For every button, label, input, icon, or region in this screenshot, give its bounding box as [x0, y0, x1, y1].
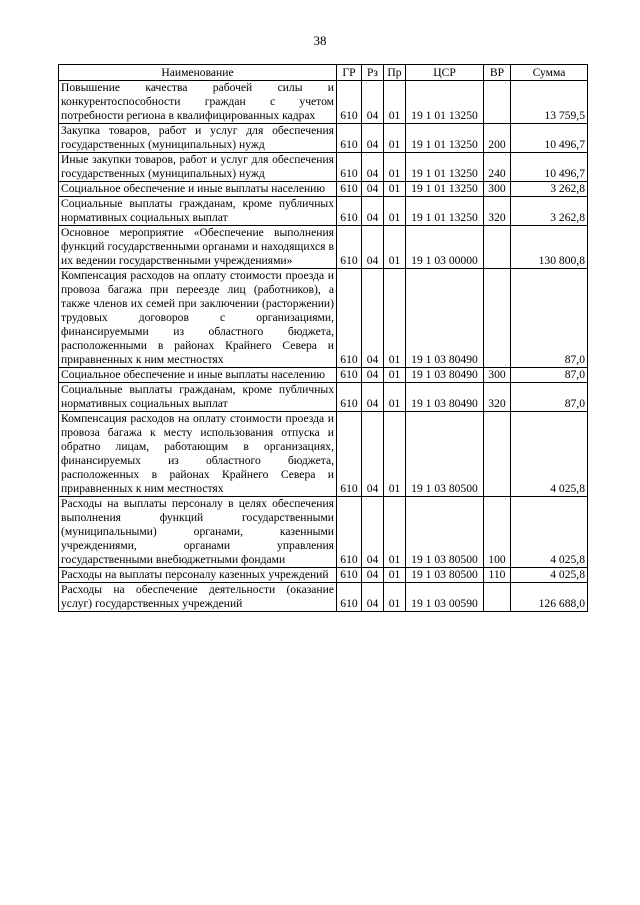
- row-vr: 240: [484, 153, 511, 182]
- row-pr: 01: [384, 368, 406, 383]
- row-rz: 04: [362, 226, 384, 269]
- table-row: [59, 368, 588, 383]
- row-csr: 19 1 03 80500: [406, 412, 484, 497]
- row-csr: 19 1 03 80500: [406, 568, 484, 583]
- table-header-row: [59, 65, 588, 81]
- row-rz: 04: [362, 497, 384, 568]
- row-sum: 10 496,7: [511, 153, 588, 182]
- row-name: Компенсация расходов на оплату стоимости проезда и провоза багажа к месту использования отпуска и обратно лицам, работающим в организациях, финансируемых из областного бюджета, расположенных в районах Крайнего Севера и приравненных к ним местностях: [59, 412, 337, 497]
- row-sum: 87,0: [511, 269, 588, 368]
- table-row: [59, 583, 588, 612]
- row-rz: 04: [362, 383, 384, 412]
- row-csr: 19 1 03 80490: [406, 269, 484, 368]
- table-row: [59, 124, 588, 153]
- row-gr: 610: [337, 383, 362, 412]
- header-sum: Сумма: [511, 65, 588, 81]
- row-sum: 87,0: [511, 368, 588, 383]
- row-vr: [484, 269, 511, 368]
- row-csr: 19 1 01 13250: [406, 182, 484, 197]
- row-pr: 01: [384, 497, 406, 568]
- row-name: Расходы на выплаты персоналу в целях обеспечения выполнения функций государственными (муниципальными) органами, казенными учреждениями, органами управления государственными внебюджетными фондами: [59, 497, 337, 568]
- row-csr: 19 1 03 80490: [406, 383, 484, 412]
- row-gr: 610: [337, 497, 362, 568]
- header-pr: Пр: [384, 65, 406, 81]
- row-vr: 320: [484, 197, 511, 226]
- row-name: Повышение качества рабочей силы и конкурентоспособности граждан с учетом потребности региона в квалифицированных кадрах: [59, 81, 337, 124]
- table-row: [59, 81, 588, 124]
- row-sum: 126 688,0: [511, 583, 588, 612]
- row-sum: 4 025,8: [511, 568, 588, 583]
- row-gr: 610: [337, 583, 362, 612]
- row-gr: 610: [337, 412, 362, 497]
- row-rz: 04: [362, 182, 384, 197]
- row-vr: [484, 226, 511, 269]
- row-pr: 01: [384, 81, 406, 124]
- row-sum: 3 262,8: [511, 197, 588, 226]
- row-vr: 320: [484, 383, 511, 412]
- row-vr: 200: [484, 124, 511, 153]
- header-gr: ГР: [337, 65, 362, 81]
- row-rz: 04: [362, 197, 384, 226]
- row-rz: 04: [362, 568, 384, 583]
- row-vr: 300: [484, 368, 511, 383]
- row-pr: 01: [384, 383, 406, 412]
- table-row: [59, 197, 588, 226]
- row-pr: 01: [384, 412, 406, 497]
- row-pr: 01: [384, 153, 406, 182]
- table-row: [59, 269, 588, 368]
- row-rz: 04: [362, 124, 384, 153]
- row-csr: 19 1 01 13250: [406, 81, 484, 124]
- row-csr: 19 1 01 13250: [406, 124, 484, 153]
- budget-table: [58, 64, 588, 612]
- row-name: Иные закупки товаров, работ и услуг для обеспечения государственных (муниципальных) нужд: [59, 153, 337, 182]
- row-gr: 610: [337, 124, 362, 153]
- row-csr: 19 1 01 13250: [406, 153, 484, 182]
- table-row: [59, 383, 588, 412]
- row-sum: 13 759,5: [511, 81, 588, 124]
- table-row: [59, 568, 588, 583]
- row-gr: 610: [337, 568, 362, 583]
- row-pr: 01: [384, 182, 406, 197]
- row-name: Социальные выплаты гражданам, кроме публичных нормативных социальных выплат: [59, 197, 337, 226]
- row-csr: 19 1 03 00000: [406, 226, 484, 269]
- row-pr: 01: [384, 583, 406, 612]
- row-sum: 87,0: [511, 383, 588, 412]
- page-number: 38: [313, 33, 327, 48]
- table-row: [59, 497, 588, 568]
- row-vr: 100: [484, 497, 511, 568]
- row-rz: 04: [362, 153, 384, 182]
- row-sum: 10 496,7: [511, 124, 588, 153]
- row-rz: 04: [362, 368, 384, 383]
- row-csr: 19 1 01 13250: [406, 197, 484, 226]
- header-name: Наименование: [59, 65, 337, 81]
- row-name: Расходы на обеспечение деятельности (оказание услуг) государственных учреждений: [59, 583, 337, 612]
- row-vr: 110: [484, 568, 511, 583]
- row-pr: 01: [384, 124, 406, 153]
- table-row: [59, 226, 588, 269]
- row-pr: 01: [384, 568, 406, 583]
- row-name: Основное мероприятие «Обеспечение выполнения функций государственными органами и находящихся в их ведении государственными учреждениями»: [59, 226, 337, 269]
- row-gr: 610: [337, 197, 362, 226]
- row-csr: 19 1 03 80490: [406, 368, 484, 383]
- row-sum: 130 800,8: [511, 226, 588, 269]
- row-name: Компенсация расходов на оплату стоимости проезда и провоза багажа при переезде лиц (работников), а также членов их семей при заключении (расторжении) трудовых договоров с организациями, финансируемыми из областного бюджета, расположенными в районах Крайнего Севера и приравненных к ним местностях: [59, 269, 337, 368]
- row-pr: 01: [384, 197, 406, 226]
- row-sum: 4 025,8: [511, 497, 588, 568]
- row-pr: 01: [384, 269, 406, 368]
- row-name: Расходы на выплаты персоналу казенных учреждений: [59, 568, 337, 583]
- row-name: Закупка товаров, работ и услуг для обеспечения государственных (муниципальных) нужд: [59, 124, 337, 153]
- row-rz: 04: [362, 81, 384, 124]
- row-vr: [484, 583, 511, 612]
- row-sum: 4 025,8: [511, 412, 588, 497]
- row-gr: 610: [337, 153, 362, 182]
- table-row: [59, 412, 588, 497]
- row-name: Социальное обеспечение и иные выплаты населению: [59, 182, 337, 197]
- header-vr: ВР: [484, 65, 511, 81]
- row-gr: 610: [337, 269, 362, 368]
- row-rz: 04: [362, 583, 384, 612]
- row-vr: 300: [484, 182, 511, 197]
- row-csr: 19 1 03 80500: [406, 497, 484, 568]
- row-gr: 610: [337, 81, 362, 124]
- row-pr: 01: [384, 226, 406, 269]
- row-name: Социальные выплаты гражданам, кроме публичных нормативных социальных выплат: [59, 383, 337, 412]
- row-gr: 610: [337, 368, 362, 383]
- row-name: Социальное обеспечение и иные выплаты населению: [59, 368, 337, 383]
- row-rz: 04: [362, 269, 384, 368]
- table-row: [59, 153, 588, 182]
- row-sum: 3 262,8: [511, 182, 588, 197]
- row-vr: [484, 412, 511, 497]
- header-rz: Рз: [362, 65, 384, 81]
- row-csr: 19 1 03 00590: [406, 583, 484, 612]
- header-csr: ЦСР: [406, 65, 484, 81]
- row-gr: 610: [337, 182, 362, 197]
- table-row: [59, 182, 588, 197]
- row-gr: 610: [337, 226, 362, 269]
- row-vr: [484, 81, 511, 124]
- row-rz: 04: [362, 412, 384, 497]
